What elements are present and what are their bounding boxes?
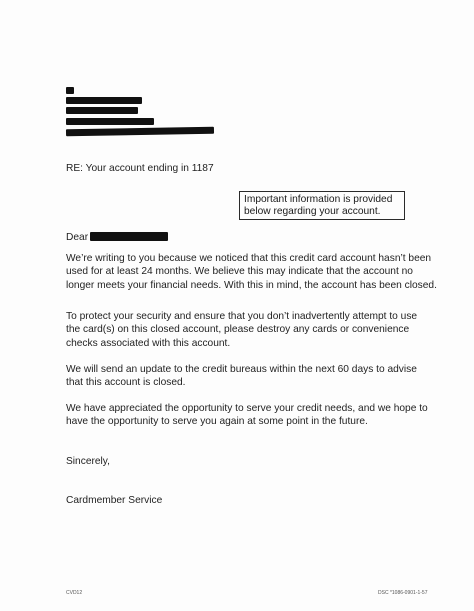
paragraph-line: longer meets your financial needs. With this in mind, the account has been closed. — [66, 279, 437, 291]
re-line: RE: Your account ending in 1187 — [66, 163, 214, 174]
paragraph-line: checks associated with this account. — [66, 337, 231, 349]
paragraph-destroy-cards — [66, 310, 417, 350]
notice-line-1: Important information is provided — [244, 194, 393, 205]
signature: Cardmember Service — [66, 495, 163, 506]
salutation-text: Dear — [66, 232, 89, 243]
footer-left-code: CVD12 — [66, 590, 83, 596]
important-notice-box — [239, 191, 405, 220]
paragraph-line: the card(s) on this closed account, please destroy any cards or convenience — [66, 324, 410, 336]
paragraph-line: We’re writing to you because we noticed that this credit card account hasn’t been — [66, 253, 432, 264]
closing: Sincerely, — [66, 456, 110, 467]
paragraph-line: that this account is closed. — [66, 377, 186, 389]
redacted-address-line-4 — [66, 118, 154, 125]
paragraph-line: We will send an update to the credit bureaus within the next 60 days to advise — [66, 364, 417, 375]
paragraph-line: To protect your security and ensure that you don’t inadvertently attempt to use — [66, 311, 418, 322]
paragraph-line: We have appreciated the opportunity to serve your credit needs, and we hope to — [66, 403, 428, 414]
salutation — [66, 231, 88, 244]
redacted-address-line-3 — [66, 107, 138, 114]
paragraph-appreciation — [66, 402, 428, 429]
paragraph-account-inactive — [66, 252, 437, 292]
redacted-address-line-1 — [66, 87, 74, 94]
redacted-address-line-2 — [66, 97, 142, 104]
paragraph-line: used for at least 24 months. We believe this may indicate that the account no — [66, 266, 413, 278]
footer-right-code: DSC *1086-0901-1-57 — [378, 590, 428, 596]
redacted-address-line-5 — [66, 127, 214, 137]
paragraph-line: have the opportunity to serve you again at some point in the future. — [66, 416, 368, 428]
redacted-recipient-name — [90, 232, 168, 241]
notice-line-2: below regarding your account. — [244, 206, 381, 217]
paragraph-credit-bureaus — [66, 363, 417, 390]
